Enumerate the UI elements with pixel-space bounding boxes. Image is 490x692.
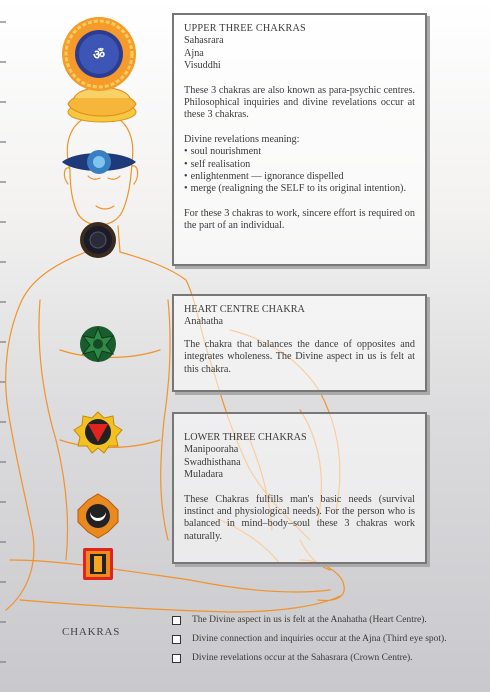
lower-chakras-panel [172, 412, 427, 564]
upper-chakras-closing: For these 3 chakras to work, sincere effort is required on the part of an individual. [184, 207, 415, 232]
note-text: The Divine aspect in us is felt at the Anahatha (Heart Centre). [192, 615, 427, 625]
note-item [170, 614, 482, 626]
lower-chakra-name: Swadhisthana [184, 456, 241, 468]
svg-text:ॐ: ॐ [93, 48, 105, 63]
meaning-item: • merge (realigning the SELF to its original intention). [184, 183, 415, 195]
meaning-item: • self realisation [184, 159, 415, 171]
upper-chakra-name: Ajna [184, 47, 204, 59]
root-chakra-icon [83, 548, 113, 580]
lotus-crown-icon [62, 17, 136, 122]
upper-chakras-intro: These 3 chakras are also known as para-psychic centres. Philosophical inquiries and divine revelations occur at these 3 chakras. [184, 84, 415, 121]
lower-chakra-name: Muladara [184, 469, 224, 481]
figure-caption: CHAKRAS [62, 626, 121, 638]
meaning-item: • enlightenment — ignorance dispelled [184, 171, 415, 183]
meaning-heading: Divine revelations meaning: [184, 133, 300, 145]
third-eye-icon [62, 150, 136, 174]
upper-chakras-title: UPPER THREE CHAKRAS [184, 23, 306, 34]
heart-chakra-text: The chakra that balances the dance of opposites and integrates wholeness. The Divine aspect in us is felt at this chakra. [184, 338, 415, 375]
upper-chakra-name: Sahasrara [184, 35, 224, 47]
throat-chakra-icon [80, 222, 116, 258]
upper-chakra-name: Visuddhi [184, 60, 221, 72]
upper-chakras-panel [172, 13, 427, 266]
sacral-chakra-icon [78, 494, 118, 538]
heart-chakra-panel [172, 294, 427, 392]
notes-list [170, 614, 482, 671]
checkbox-icon [172, 616, 181, 625]
heart-chakra-icon [80, 326, 116, 362]
note-text: Divine revelations occur at the Sahasrara (Crown Centre). [192, 653, 413, 663]
note-item [170, 633, 482, 645]
meaning-item: • soul nourishment [184, 146, 415, 158]
note-item [170, 652, 482, 664]
lower-chakra-name: Manipooraha [184, 444, 239, 456]
note-text: Divine connection and inquiries occur at the Ajna (Third eye spot). [192, 634, 447, 644]
heart-chakra-title: HEART CENTRE CHAKRA [184, 304, 305, 315]
heart-chakra-name: Anahatha [184, 316, 224, 328]
checkbox-icon [172, 635, 181, 644]
lower-chakras-text: These Chakras fulfills man's basic needs (survival instinct and physiological needs). For the person who is balanced in mind–body–soul these 3 chakras work naturally. [184, 493, 415, 542]
meaning-list [184, 146, 415, 196]
lower-chakras-title: LOWER THREE CHAKRAS [184, 432, 307, 443]
checkbox-icon [172, 654, 181, 663]
